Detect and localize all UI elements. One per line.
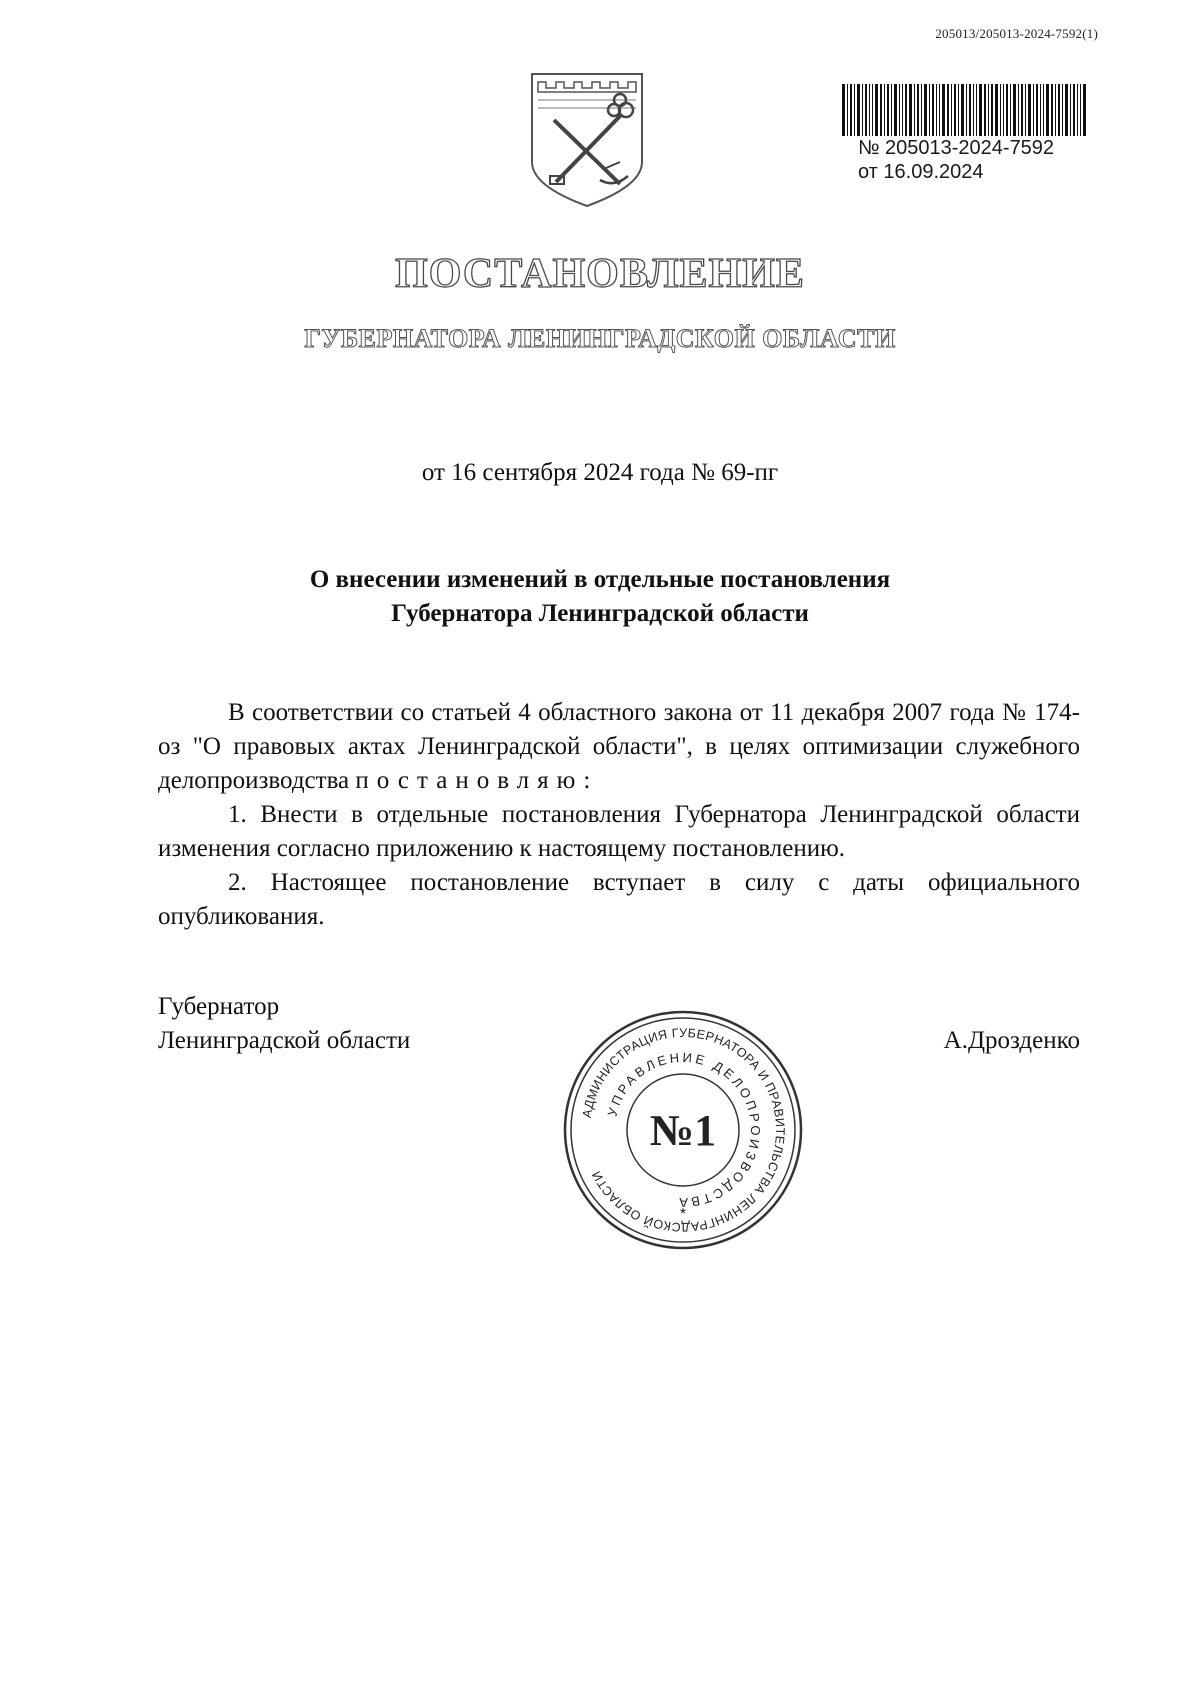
decree-date: от 16 сентября 2024 года № 69-пг <box>421 459 779 486</box>
body-paragraph-1 <box>158 696 1080 798</box>
stamp-star: * <box>679 1206 687 1223</box>
signatory-title-line1: Губернатор <box>158 993 280 1020</box>
document-title: ПОСТАНОВЛЕНИЕ <box>395 251 805 297</box>
body-paragraph-3: 2. Настоящее постановление вступает в силу с даты официального опубликования. <box>158 869 1080 930</box>
decree-subject-line2: Губернатора Ленинградской области <box>391 600 809 627</box>
registration-block <box>858 136 1054 184</box>
official-stamp <box>558 1005 808 1255</box>
signatory-name: А.Дрозденко <box>943 1027 1080 1054</box>
stamp-outer-text: АДМИНИСТРАЦИЯ ГУБЕРНАТОРА И ПРАВИТЕЛЬСТВА ЛЕНИНГРАДСКОЙ ОБЛАСТИ <box>579 1025 788 1235</box>
signatory-title <box>158 990 410 1058</box>
coat-of-arms-icon <box>528 70 646 208</box>
body-paragraph-2: 1. Внести в отдельные постановления Губернатора Ленинградской области изменения согласно приложению к настоящему постановлению. <box>158 801 1080 862</box>
stamp-inner-text: УПРАВЛЕНИЕ ДЕЛОПРОИЗВОДСТВА <box>604 1049 764 1211</box>
document-subtitle: ГУБЕРНАТОРА ЛЕНИНГРАДСКОЙ ОБЛАСТИ <box>304 324 896 353</box>
document-body <box>158 696 1080 934</box>
document-reference-number: 205013/205013-2024-7592(1) <box>935 26 1098 41</box>
registration-number: № 205013-2024-7592 <box>858 137 1055 159</box>
barcode-icon <box>842 84 1086 136</box>
decree-subject-line1: О внесении изменений в отдельные постановления <box>309 566 891 593</box>
signatory-title-line2: Ленинградской области <box>158 1027 411 1054</box>
stamp-center-number: №1 <box>649 1106 717 1155</box>
registration-date: от 16.09.2024 <box>858 161 984 183</box>
body-paragraph-1-decree-word: постановляю: <box>355 767 599 794</box>
decree-subject <box>0 563 1200 631</box>
body-paragraph-1-text: В соответствии со статьей 4 областного закона от 11 декабря 2007 года № 174-оз "О правовых актах Ленинградской области", в целях оптимизации служебного делопроизводства <box>158 699 1080 794</box>
